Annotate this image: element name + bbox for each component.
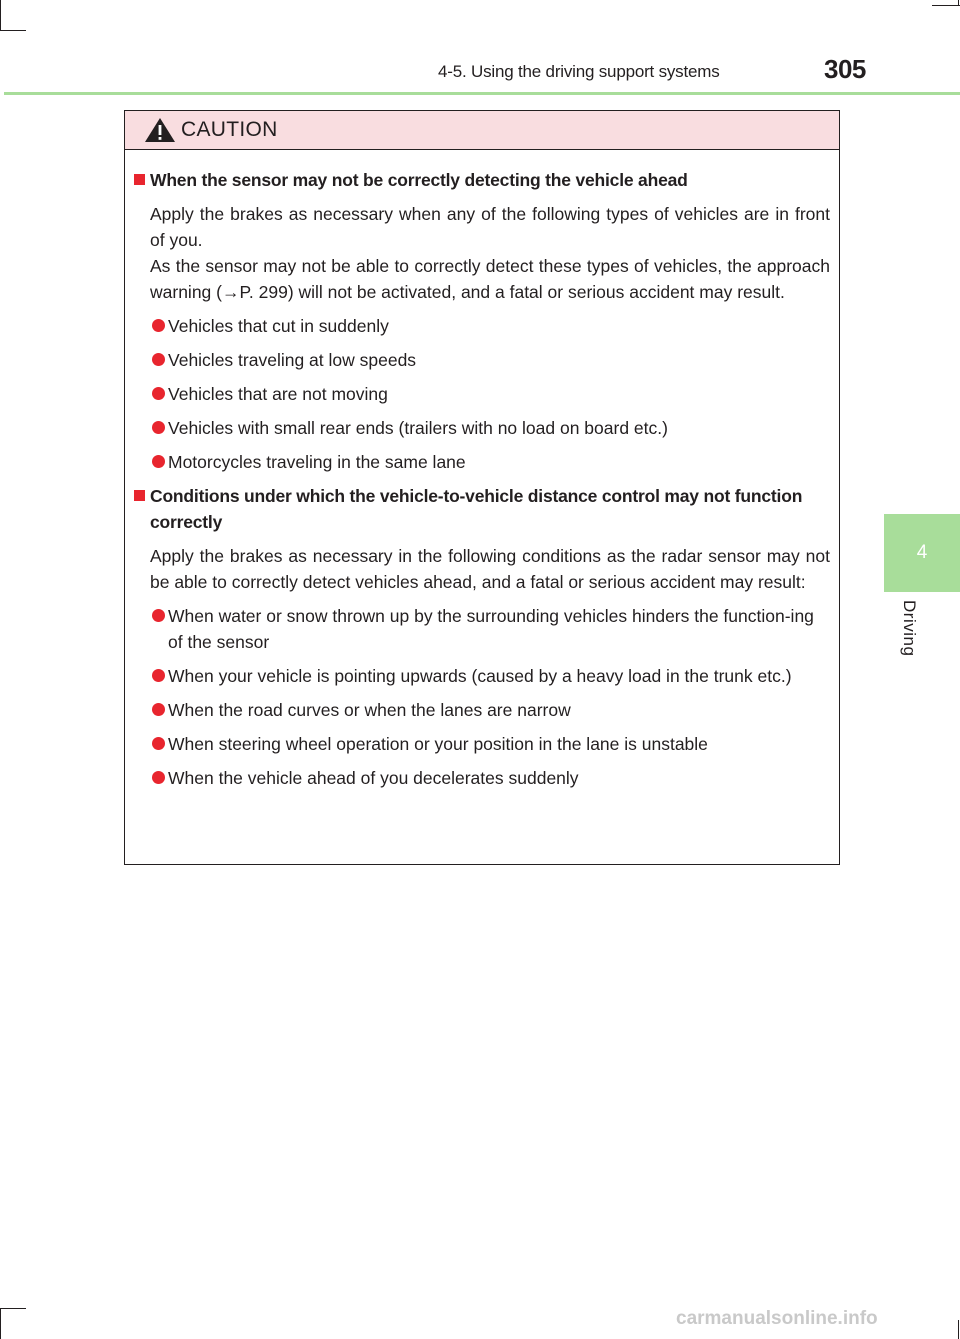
caution-box xyxy=(124,110,840,865)
list-item xyxy=(134,347,830,373)
section-heading xyxy=(134,167,830,193)
caution-title: CAUTION xyxy=(181,118,278,141)
warning-triangle-icon xyxy=(144,117,176,143)
list-item-text: When steering wheel operation or your position in the lane is unstable xyxy=(168,734,708,754)
paragraph-text: Apply the brakes as necessary when any of the following types of vehicles are in front of you. xyxy=(150,204,830,250)
caution-header xyxy=(125,111,839,150)
crop-mark-bottom-left-h xyxy=(0,1308,26,1309)
crop-mark-bottom-left-v xyxy=(0,1308,1,1339)
caution-content xyxy=(125,150,839,791)
watermark: carmanualsonline.info xyxy=(676,1308,878,1329)
bullet-dot-icon xyxy=(152,353,165,366)
bullet-dot-icon xyxy=(152,609,165,622)
list-item xyxy=(134,731,830,757)
list-item xyxy=(134,381,830,407)
list-item-text: When the vehicle ahead of you decelerates suddenly xyxy=(168,768,579,788)
crop-mark-bottom-right-v xyxy=(958,1320,959,1339)
list-item xyxy=(134,449,830,475)
section-heading-text: Conditions under which the vehicle-to-vehicle distance control may not function correctly xyxy=(150,486,803,532)
bullet-dot-icon xyxy=(152,387,165,400)
section-heading xyxy=(134,483,830,535)
section-title: 4-5. Using the driving support systems xyxy=(438,62,720,81)
header-rule xyxy=(4,92,960,95)
list-item-text: When your vehicle is pointing upwards (caused by a heavy load in the trunk etc.) xyxy=(168,666,792,686)
paragraph xyxy=(134,543,830,595)
bullet-dot-icon xyxy=(152,703,165,716)
paragraph xyxy=(134,201,830,305)
bullet-dot-icon xyxy=(152,737,165,750)
list-item xyxy=(134,697,830,723)
list-item xyxy=(134,663,830,689)
crop-mark-top-left-v xyxy=(0,0,1,31)
list-item-text: Vehicles with small rear ends (trailers with no load on board etc.) xyxy=(168,418,668,438)
paragraph-text: As the sensor may not be able to correctly detect these types of vehicles, the approach warning (→P. 299) will not be activated, and a fatal or serious accident may result. xyxy=(150,256,830,302)
list-item xyxy=(134,603,830,655)
list-item-text: Vehicles that cut in suddenly xyxy=(168,316,389,336)
list-item xyxy=(134,313,830,339)
bullet-dot-icon xyxy=(152,455,165,468)
chapter-label: Driving xyxy=(900,600,919,657)
list-item-text: Motorcycles traveling in the same lane xyxy=(168,452,466,472)
paragraph-text: Apply the brakes as necessary in the following conditions as the radar sensor may not be able to correctly detect vehicles ahead, and a fatal or serious accident may result: xyxy=(150,546,830,592)
list-item-text: Vehicles that are not moving xyxy=(168,384,388,404)
chapter-number: 4 xyxy=(916,542,928,563)
list-item-text: Vehicles traveling at low speeds xyxy=(168,350,417,370)
list-item-text: When the road curves or when the lanes are narrow xyxy=(168,700,571,720)
list-item-text: When water or snow thrown up by the surrounding vehicles hinders the function-ing of the sensor xyxy=(168,606,814,652)
crop-mark-top-right-h xyxy=(932,5,960,6)
list-item xyxy=(134,765,830,791)
square-bullet-icon xyxy=(134,174,145,185)
bullet-dot-icon xyxy=(152,669,165,682)
section-heading-text: When the sensor may not be correctly detecting the vehicle ahead xyxy=(150,170,688,190)
page-number: 305 xyxy=(824,54,866,84)
chapter-tab xyxy=(884,514,960,592)
bullet-dot-icon xyxy=(152,421,165,434)
bullet-dot-icon xyxy=(152,319,165,332)
square-bullet-icon xyxy=(134,490,145,501)
bullet-dot-icon xyxy=(152,771,165,784)
crop-mark-top-left-h xyxy=(0,30,26,31)
list-item xyxy=(134,415,830,441)
